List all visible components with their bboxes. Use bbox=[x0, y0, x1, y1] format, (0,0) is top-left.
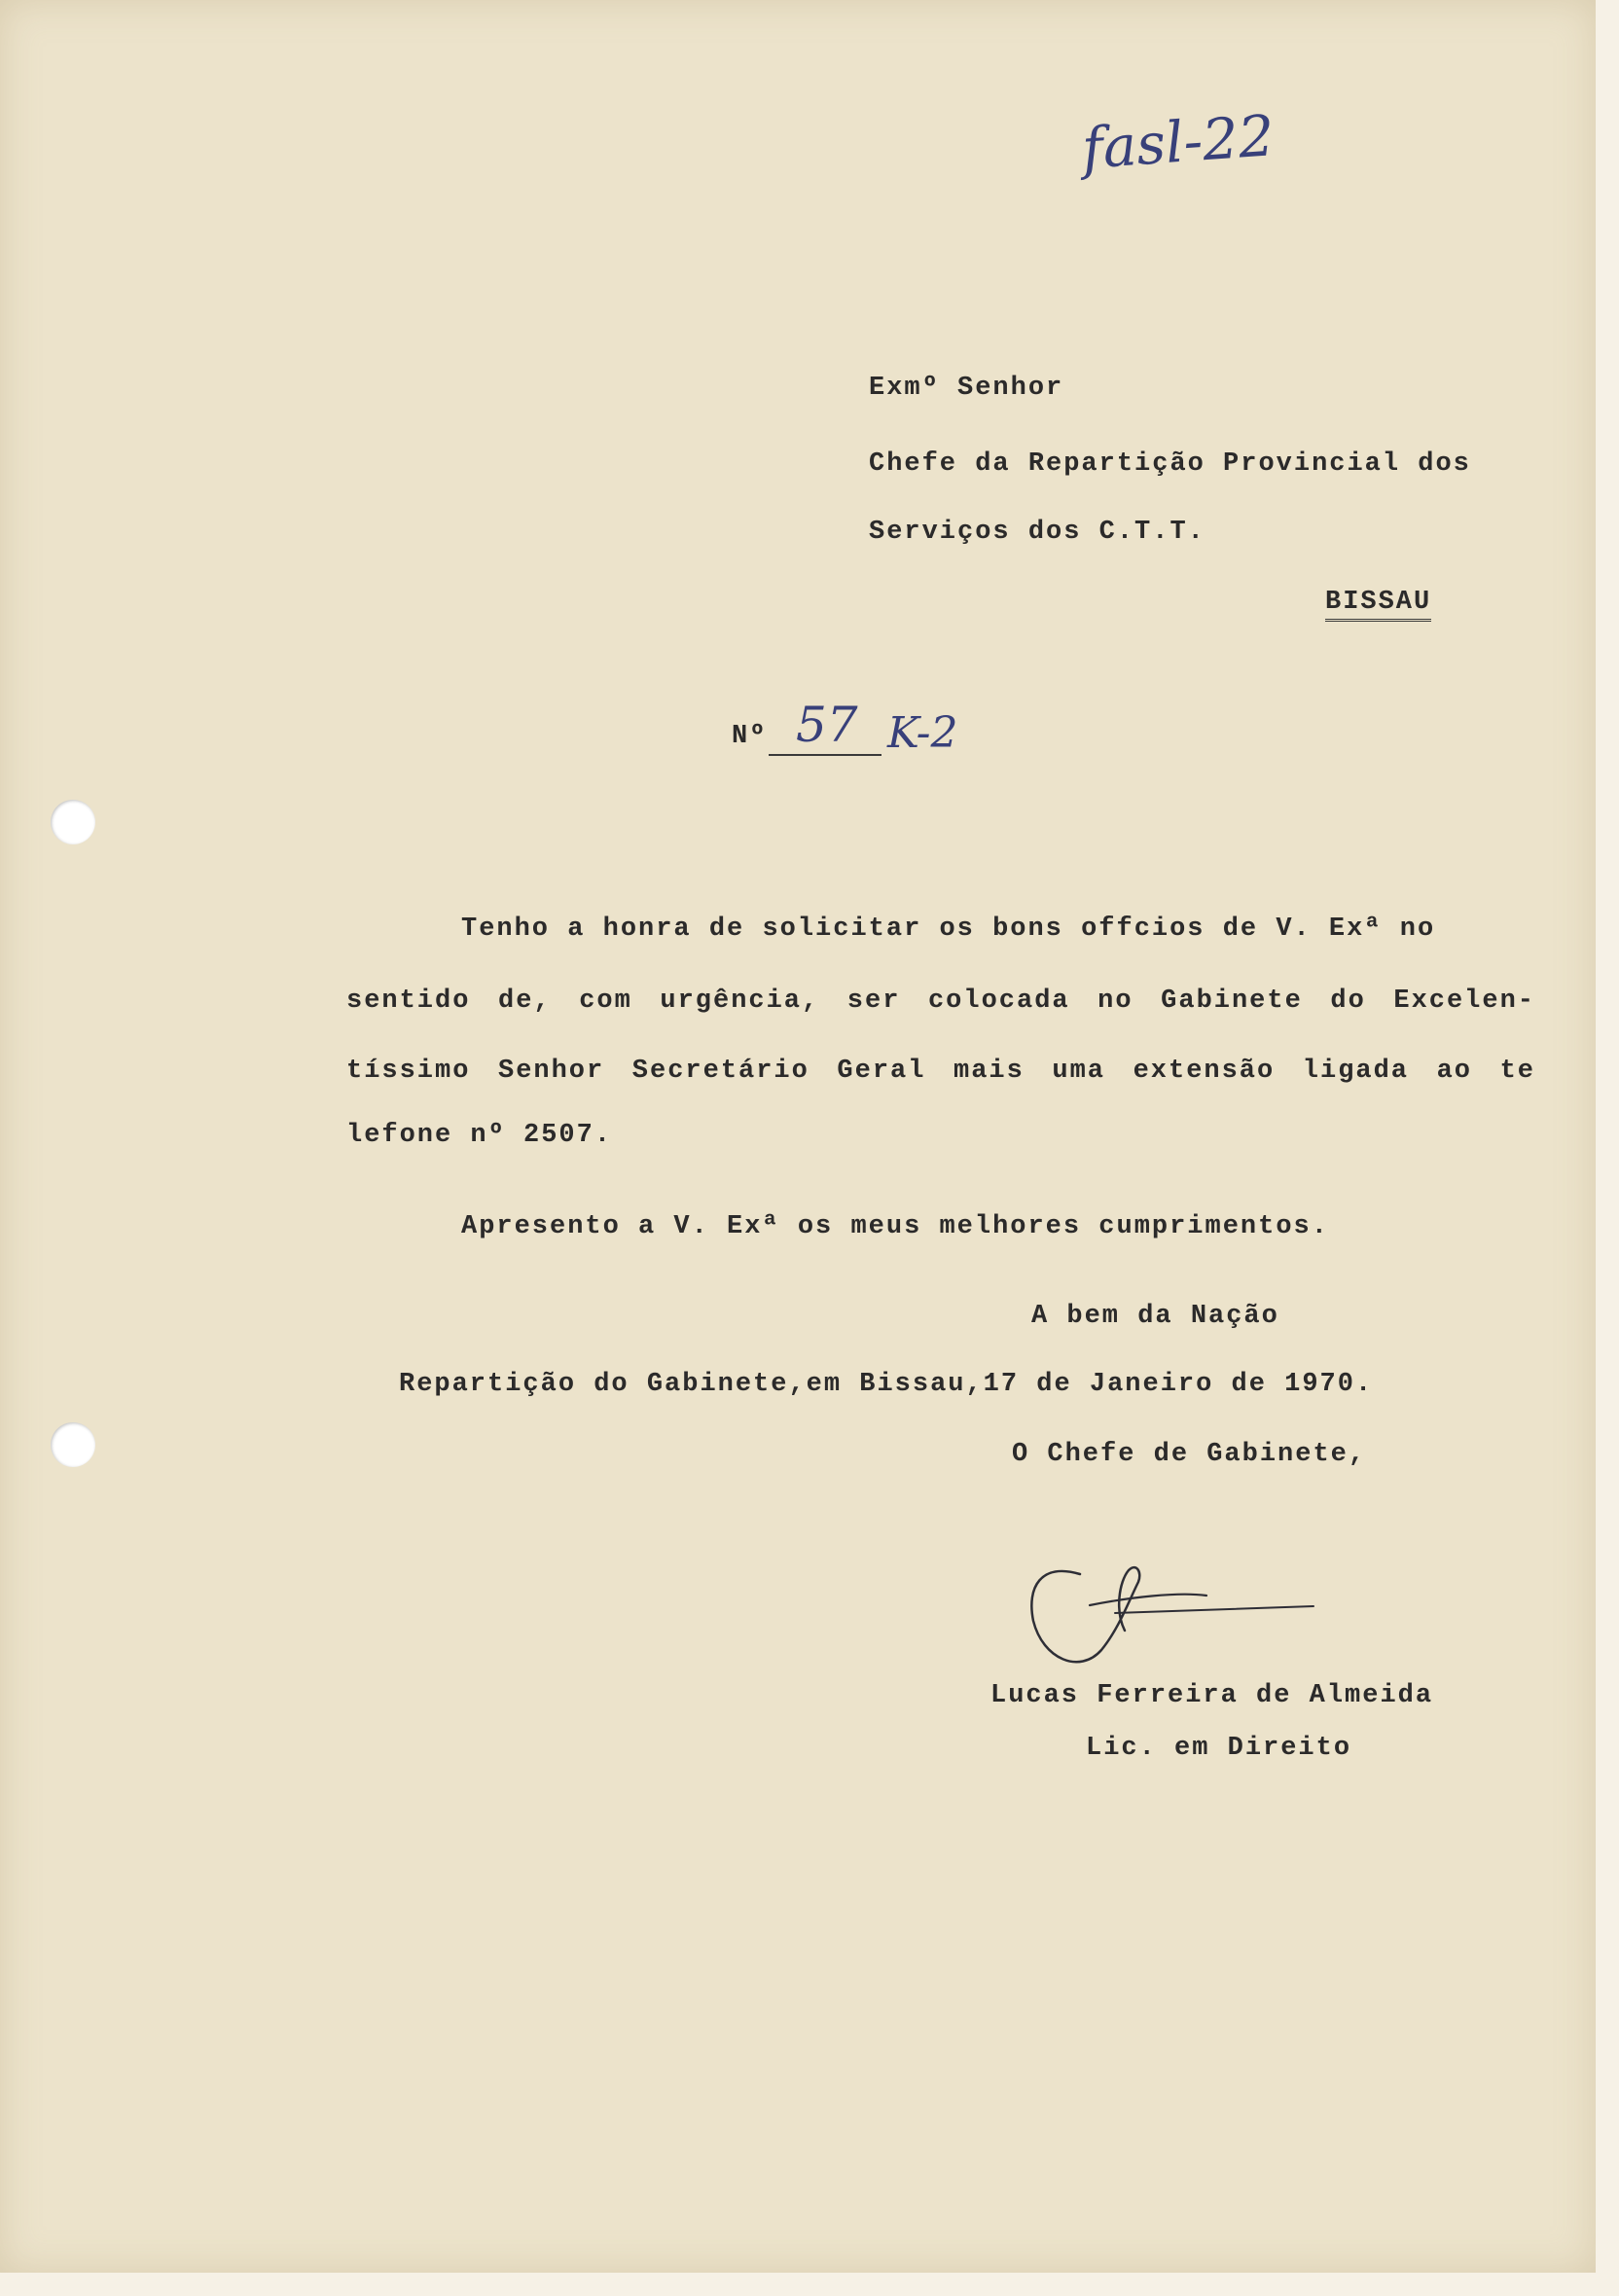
body-line-2: sentido de, com urgência, ser colocada no Gabinete do Excelen- bbox=[346, 987, 1535, 1016]
handwritten-note: fasl-22 bbox=[1079, 102, 1277, 182]
reference-label: Nº bbox=[732, 722, 768, 751]
signatory-title: Lic. em Direito bbox=[1086, 1734, 1352, 1763]
body-paragraph-2: Apresento a V. Exª os meus melhores cumprimentos. bbox=[461, 1212, 1329, 1241]
punch-hole-top bbox=[51, 800, 95, 844]
closing-motto: A bem da Nação bbox=[1031, 1302, 1279, 1331]
signature bbox=[1022, 1553, 1333, 1679]
closing-role: O Chefe de Gabinete, bbox=[1012, 1440, 1367, 1469]
scan-edge-bottom bbox=[0, 2273, 1619, 2296]
body-line-3: tíssimo Senhor Secretário Geral mais uma extensão ligada ao te bbox=[346, 1057, 1535, 1086]
scan-edge-right bbox=[1596, 0, 1619, 2296]
salutation: Exmº Senhor bbox=[869, 374, 1064, 403]
punch-hole-bottom bbox=[51, 1422, 95, 1467]
addressee-city: BISSAU bbox=[1325, 588, 1431, 622]
reference-suffix: K-2 bbox=[887, 708, 958, 758]
signatory-name: Lucas Ferreira de Almeida bbox=[990, 1681, 1434, 1710]
closing-place-date: Repartição do Gabinete,em Bissau,17 de Janeiro de 1970. bbox=[399, 1370, 1374, 1399]
reference-number-value: 57 bbox=[796, 697, 858, 753]
addressee-line-1: Chefe da Repartição Provincial dos bbox=[869, 449, 1471, 479]
reference-line bbox=[769, 754, 881, 756]
addressee-line-2: Serviços dos C.T.T. bbox=[869, 518, 1205, 547]
body-line-4: lefone nº 2507. bbox=[346, 1121, 613, 1150]
body-line-1: Tenho a honra de solicitar os bons offcios de V. Exª no bbox=[461, 915, 1436, 944]
